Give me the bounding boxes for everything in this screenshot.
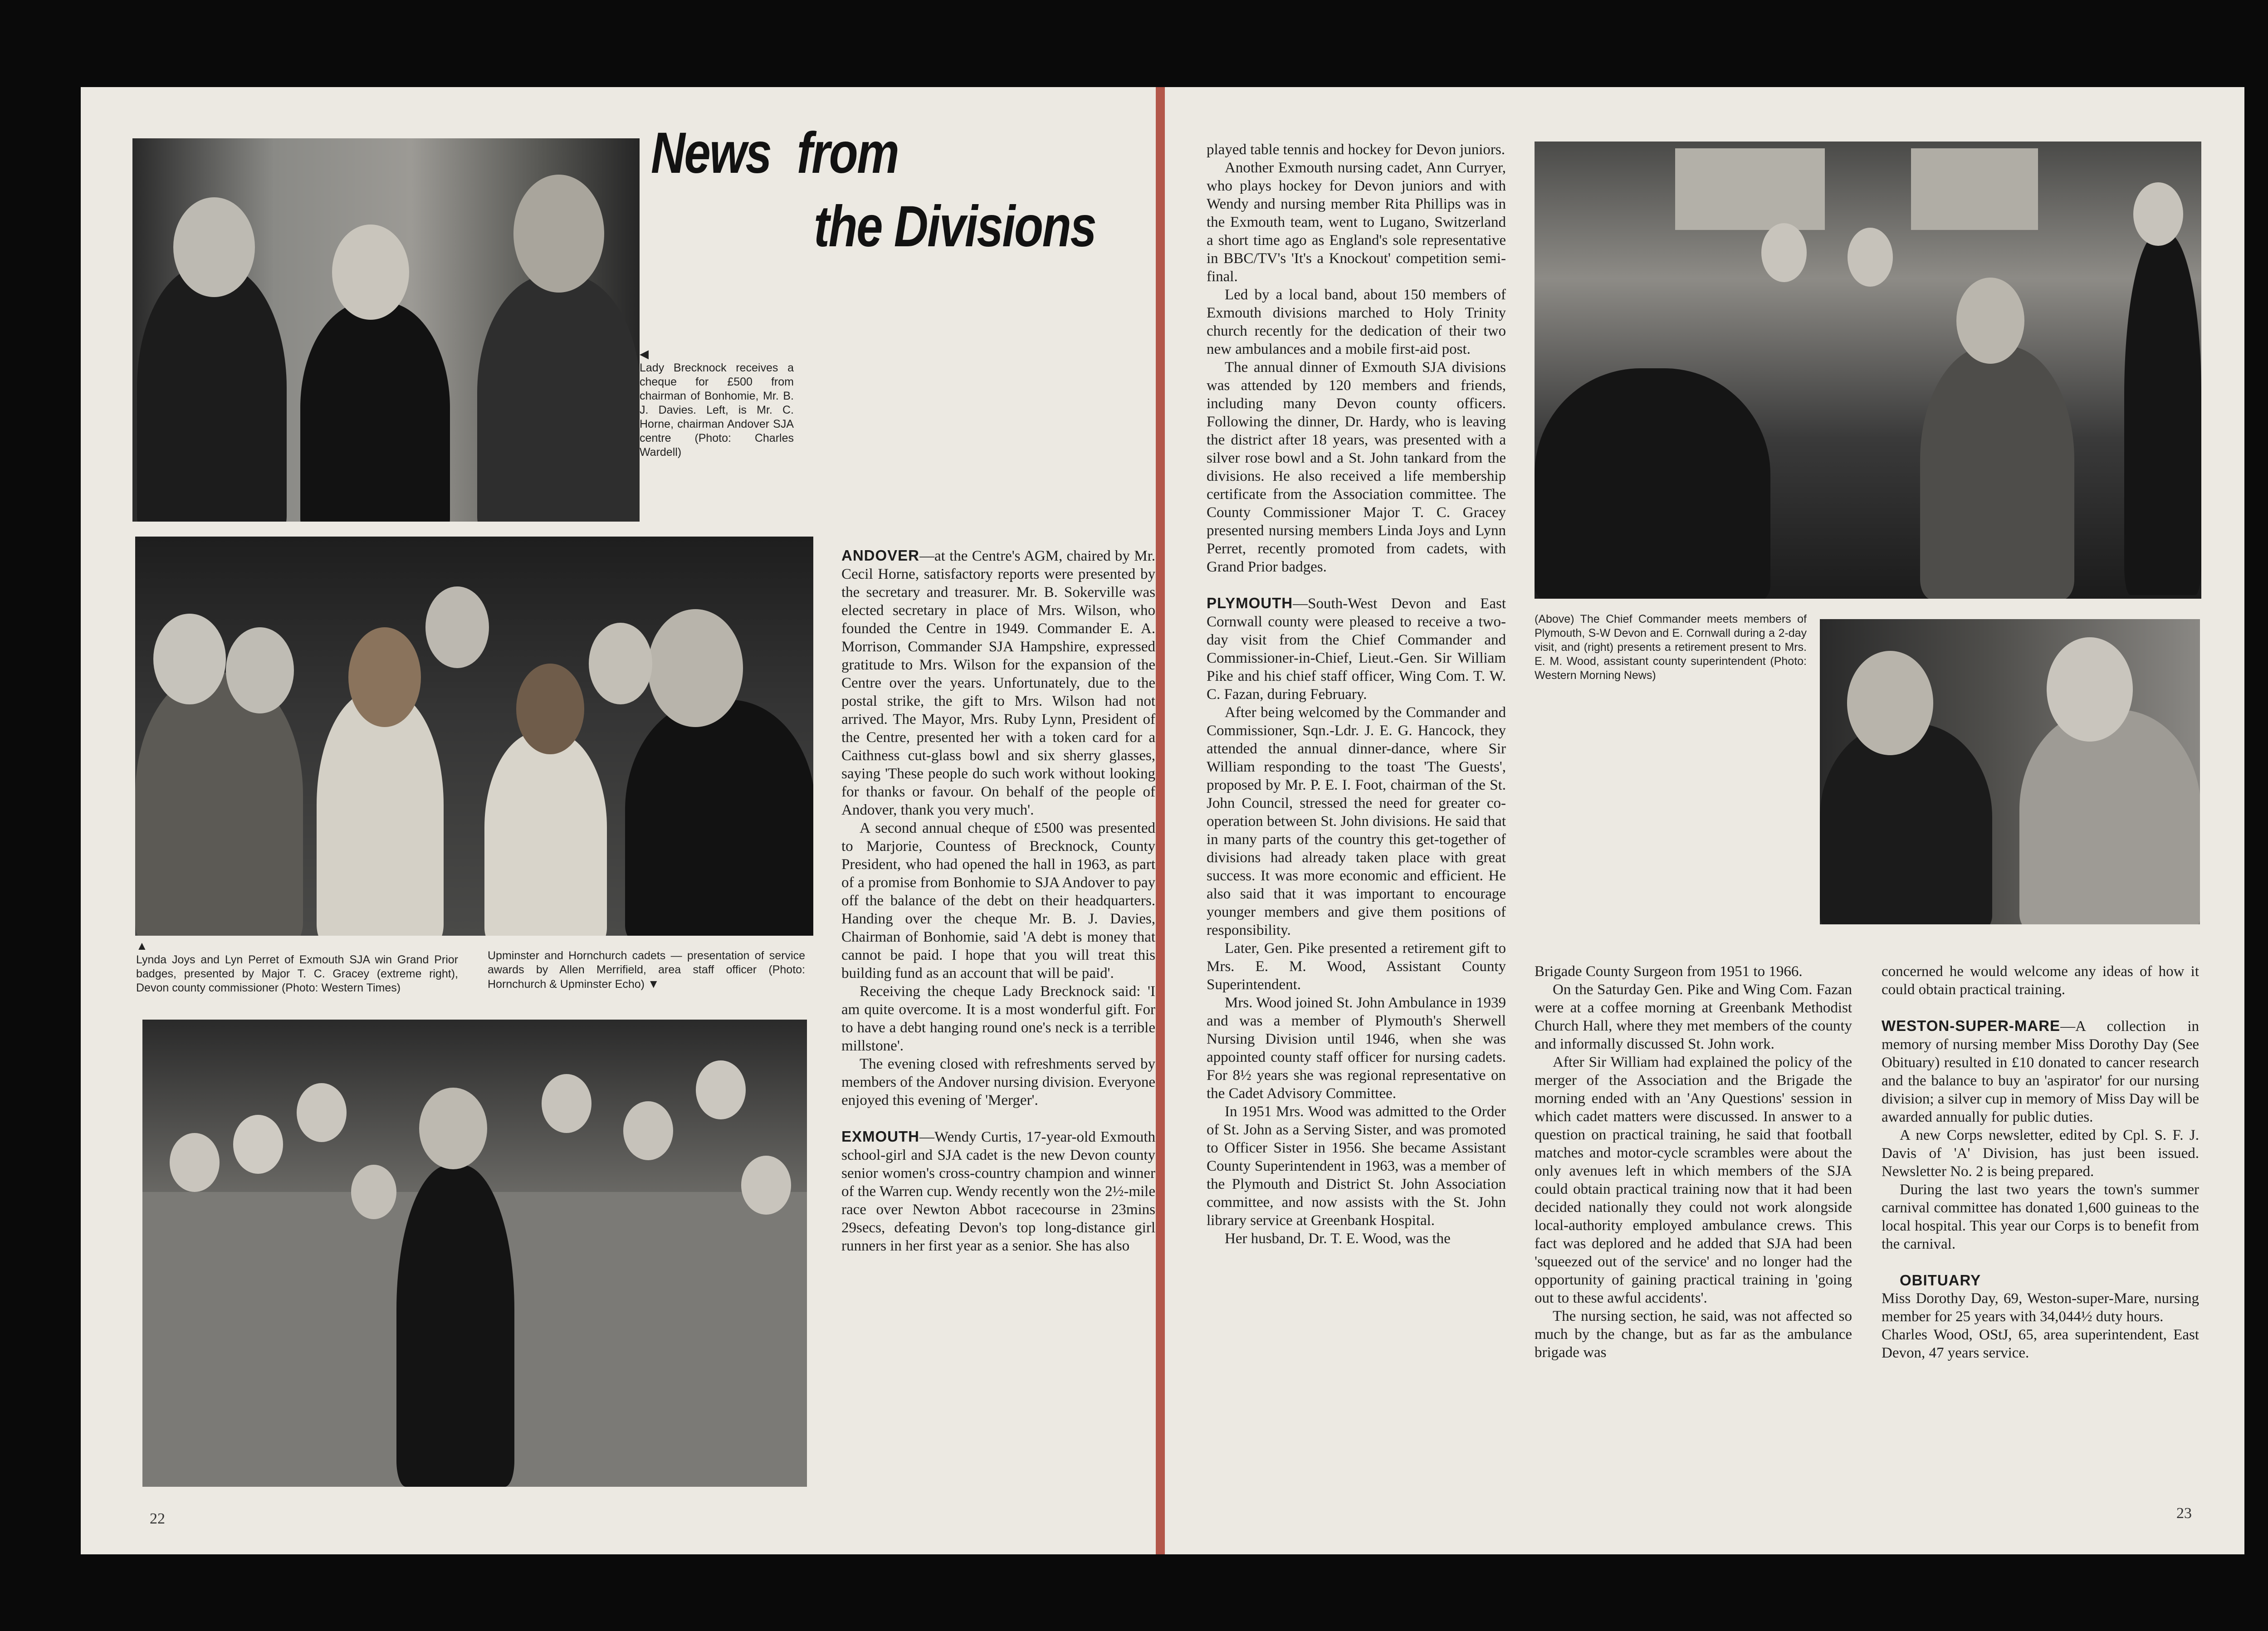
upminster-caption [488, 949, 805, 991]
page-title-line2: the Divisions [814, 194, 1096, 259]
plymouth-para-2: After being welcomed by the Commander and Commissioner, Sqn.-Ldr. J. E. G. Hancock, they attended the annual dinner-dance, where Sir William responding to the toast 'The Guests', proposed by Mr. P. E. I. Foot, chairman of the St. John Council, stressed the need for greater co-operation between St. John divisions. He said that in many parts of the country this get-together of divisions had already taken place with great success. It was more economic and efficient. He also said that it was important to encourage younger members and give them positions of responsibility. [1207, 704, 1506, 938]
plymouth-caption: (Above) The Chief Commander meets members of Plymouth, S-W Devon and E. Cornwall during a 2-day visit, and (right) presents a retirement present to Mrs. E. M. Wood, assistant county superintendent (Photo: Western Morning News) [1535, 613, 1807, 682]
plymouth-para-5: In 1951 Mrs. Wood was admitted to the Order of St. John as a Serving Sister, and was promoted to Officer Sister in 1956. She became Assistant County Superintendent in 1963, was a member of the Plymouth and District St. John Association committee, and now assists with the St. John library service at Greenbank Hospital. [1207, 1104, 1506, 1229]
weston-para-1: —A collection in memory of nursing member Miss Dorothy Day (See Obituary) resulted in £10 donated to cancer research and the balance to buy an 'aspirator' for our nursing division; a silver cup in memory of Miss Day will be awarded annually for public duties. [1882, 1018, 2199, 1125]
caption-arrow-left: ◀ [640, 347, 649, 361]
weston-para-2: A new Corps newsletter, edited by Cpl. S. F. J. Davis of 'A' Division, has just been issued. Newsletter No. 2 is being prepared. [1882, 1127, 2199, 1180]
andover-para-2: A second annual cheque of £500 was presented to Marjorie, Countess of Brecknock, County President, who had opened the hall in 1963, as part of a promise from Bonhomie to SJA Andover to pay off the balance of the debt on their headquarters. Handing over the cheque Mr. B. J. Davies, Chairman of Bonhomie, said 'A debt is money that cannot be paid. I hope that you will treat this building fund as an account that will be paid'. [841, 820, 1155, 982]
upminster-cadets-photo [142, 1020, 807, 1487]
plymouth-para-4: Mrs. Wood joined St. John Ambulance in 1939 and was a member of Plymouth's Sherwell Nursing Division until 1946, when she was appointed county staff officer for nursing cadets. For 8½ years she was regional representative on the Cadet Advisory Committee. [1207, 995, 1506, 1102]
andover-para-1: —at the Centre's AGM, chaired by Mr. Cecil Horne, satisfactory reports were presented by the secretary and treasurer. Mr. B. Sokerville was elected secretary in place of Mrs. Wilson, who founded the Centre in 1949. Commander E. A. Morrison, Commander SJA Hampshire, expressed gratitude to Mrs. Wilson for the expansion of the Centre over the years. Unfortunately, due to the postal strike, the gift to Mrs. Wilson had not arrived. The Mayor, Mrs. Ruby Lynn, President of the Centre, presented her with a token card for a Caithness cut-glass bowl and six sherry glasses, saying 'These people do such work without looking for thanks or favour. On behalf of the people of Andover, thank you very much'. [841, 548, 1155, 818]
caption-arrow-down: ▼ [647, 977, 660, 991]
column-plymouth-continued [1535, 962, 1852, 1493]
page-number-left: 22 [150, 1510, 165, 1527]
caption-arrow-up: ▲ [136, 939, 148, 952]
title-word-news: News [651, 121, 771, 186]
obituary-heading: OBITUARY [1900, 1272, 1981, 1289]
plymouth-para-3: Later, Gen. Pike presented a retirement gift to Mrs. E. M. Wood, Assistant County Superintendent. [1207, 940, 1506, 993]
plymouth-para-1: —South-West Devon and East Cornwall county were pleased to receive a two-day visit from the Chief Commander and Commissioner-in-Chief, Lieut.-Gen. Sir William Pike and his chief staff officer, Wing Com. T. W. C. Fazan, during February. [1207, 596, 1506, 703]
weston-heading: WESTON-SUPER-MARE [1882, 1017, 2061, 1034]
plymouth-para-6: Her husband, Dr. T. E. Wood, was the [1225, 1231, 1451, 1247]
plymouth-para-9: After Sir William had explained the policy of the merger of the Association and the Brigade the morning ended with an 'Any Questions' session in which cadet matters were discussed. In answer to a question on practical training, he said that football matches and motor-cycle scrambles were about the only avenues left in which members of the SJA could obtain practical training now that it had been decided nationally they could not work alongside local-authority employed ambulance crews. This fact was deplored and he added that SJA had been 'squeezed out of the service' and no longer had the opportunity of gaining practical training in 'going out to these awful accidents'. [1535, 1054, 1852, 1306]
exmouth-heading: EXMOUTH [841, 1128, 919, 1145]
page-title [651, 122, 1134, 185]
retirement-handshake-photo [1820, 619, 2200, 924]
andover-heading: ANDOVER [841, 547, 920, 564]
plymouth-para-7: Brigade County Surgeon from 1951 to 1966. [1535, 963, 1803, 980]
plymouth-heading: PLYMOUTH [1207, 595, 1293, 611]
exmouth-para-4: Led by a local band, about 150 members of Exmouth divisions marched to Holy Trinity church recently for the dedication of their two new ambulances and a mobile first-aid post. [1207, 287, 1506, 357]
exmouth-para-1: —Wendy Curtis, 17-year-old Exmouth school-girl and SJA cadet is the new Devon county senior women's cross-country champion and winner of the Warren cup. Wendy recently won the 2½-mile race over Newton Abbot racecourse in 23mins 29secs, defeating Devon's top long-distance girl runners in her first year as a senior. She has also [841, 1129, 1155, 1254]
upminster-caption-text: Upminster and Hornchurch cadets — presentation of service awards by Allen Merrifield, area staff officer (Photo: Hornchurch & Upminster Echo) [488, 949, 805, 991]
obituary-entry-2: Charles Wood, OStJ, 65, area superintendent, East Devon, 47 years service. [1882, 1327, 2199, 1361]
weston-para-3: During the last two years the town's summer carnival committee has donated 1,600 guineas to the local hospital. This year our Corps is to benefit from the carnival. [1882, 1182, 2199, 1252]
exmouth-caption [136, 939, 458, 995]
column-exmouth-plymouth [1207, 141, 1506, 1492]
andover-para-4: The evening closed with refreshments served by members of the Andover nursing division. Everyone enjoyed this evening of 'Merger'. [841, 1056, 1155, 1108]
obituary-entry-1: Miss Dorothy Day, 69, Weston-super-Mare, nursing member for 25 years with 34,044½ duty hours. [1882, 1290, 2199, 1325]
andover-caption-text: Lady Brecknock receives a cheque for £500 from chairman of Bonhomie, Mr. B. J. Davies. Left, is Mr. C. Horne, chairman Andover SJA centre (Photo: Charles Wardell) [640, 361, 794, 459]
plymouth-group-photo [1535, 142, 2201, 599]
andover-caption [640, 347, 794, 459]
plymouth-para-8: On the Saturday Gen. Pike and Wing Com. Fazan were at a coffee morning at Greenbank Methodist Church Hall, where they met members of the county and informally discussed St. John work. [1535, 982, 1852, 1052]
exmouth-para-2: played table tennis and hockey for Devon juniors. [1207, 142, 1505, 158]
andover-cheque-photo [132, 138, 640, 522]
page-number-right: 23 [2176, 1505, 2192, 1522]
exmouth-caption-text: Lynda Joys and Lyn Perret of Exmouth SJA win Grand Prior badges, presented by Major T. C. Gracey (extreme right), Devon county commissioner (Photo: Western Times) [136, 953, 458, 994]
column-weston-obituary [1882, 962, 2199, 1493]
plymouth-para-10: The nursing section, he said, was not affected so much by the change, but as far as the ambulance brigade was [1535, 1308, 1852, 1361]
exmouth-badges-photo [135, 537, 813, 936]
binding-spine [1156, 87, 1165, 1554]
column-andover-exmouth [841, 547, 1155, 1490]
title-word-from: from [797, 121, 899, 186]
exmouth-para-5: The annual dinner of Exmouth SJA divisions was attended by 120 members and friends, including many Devon county officers. Following the dinner, Dr. Hardy, who is leaving the district after 18 years, was presented with a silver rose bowl and a St. John tankard from the divisions. He also received a life membership certificate from the Association committee. The County Commissioner Major T. C. Gracey presented nursing members Linda Joys and Lynn Perret, recently promoted from cadets, with Grand Prior badges. [1207, 359, 1506, 575]
andover-para-3: Receiving the cheque Lady Brecknock said: 'I am quite overcome. It is a most wonderful gift. For to have a debt hanging round one's neck is a terrible millstone'. [841, 983, 1155, 1054]
plymouth-para-11: concerned he would welcome any ideas of how it could obtain practical training. [1882, 963, 2199, 998]
exmouth-para-3: Another Exmouth nursing cadet, Ann Curryer, who plays hockey for Devon juniors and with Wendy and nursing member Rita Phillips was in the Exmouth team, went to Lugano, Switzerland a short time ago as England's sole representative in BBC/TV's 'It's a Knockout' competition semi-final. [1207, 160, 1506, 285]
